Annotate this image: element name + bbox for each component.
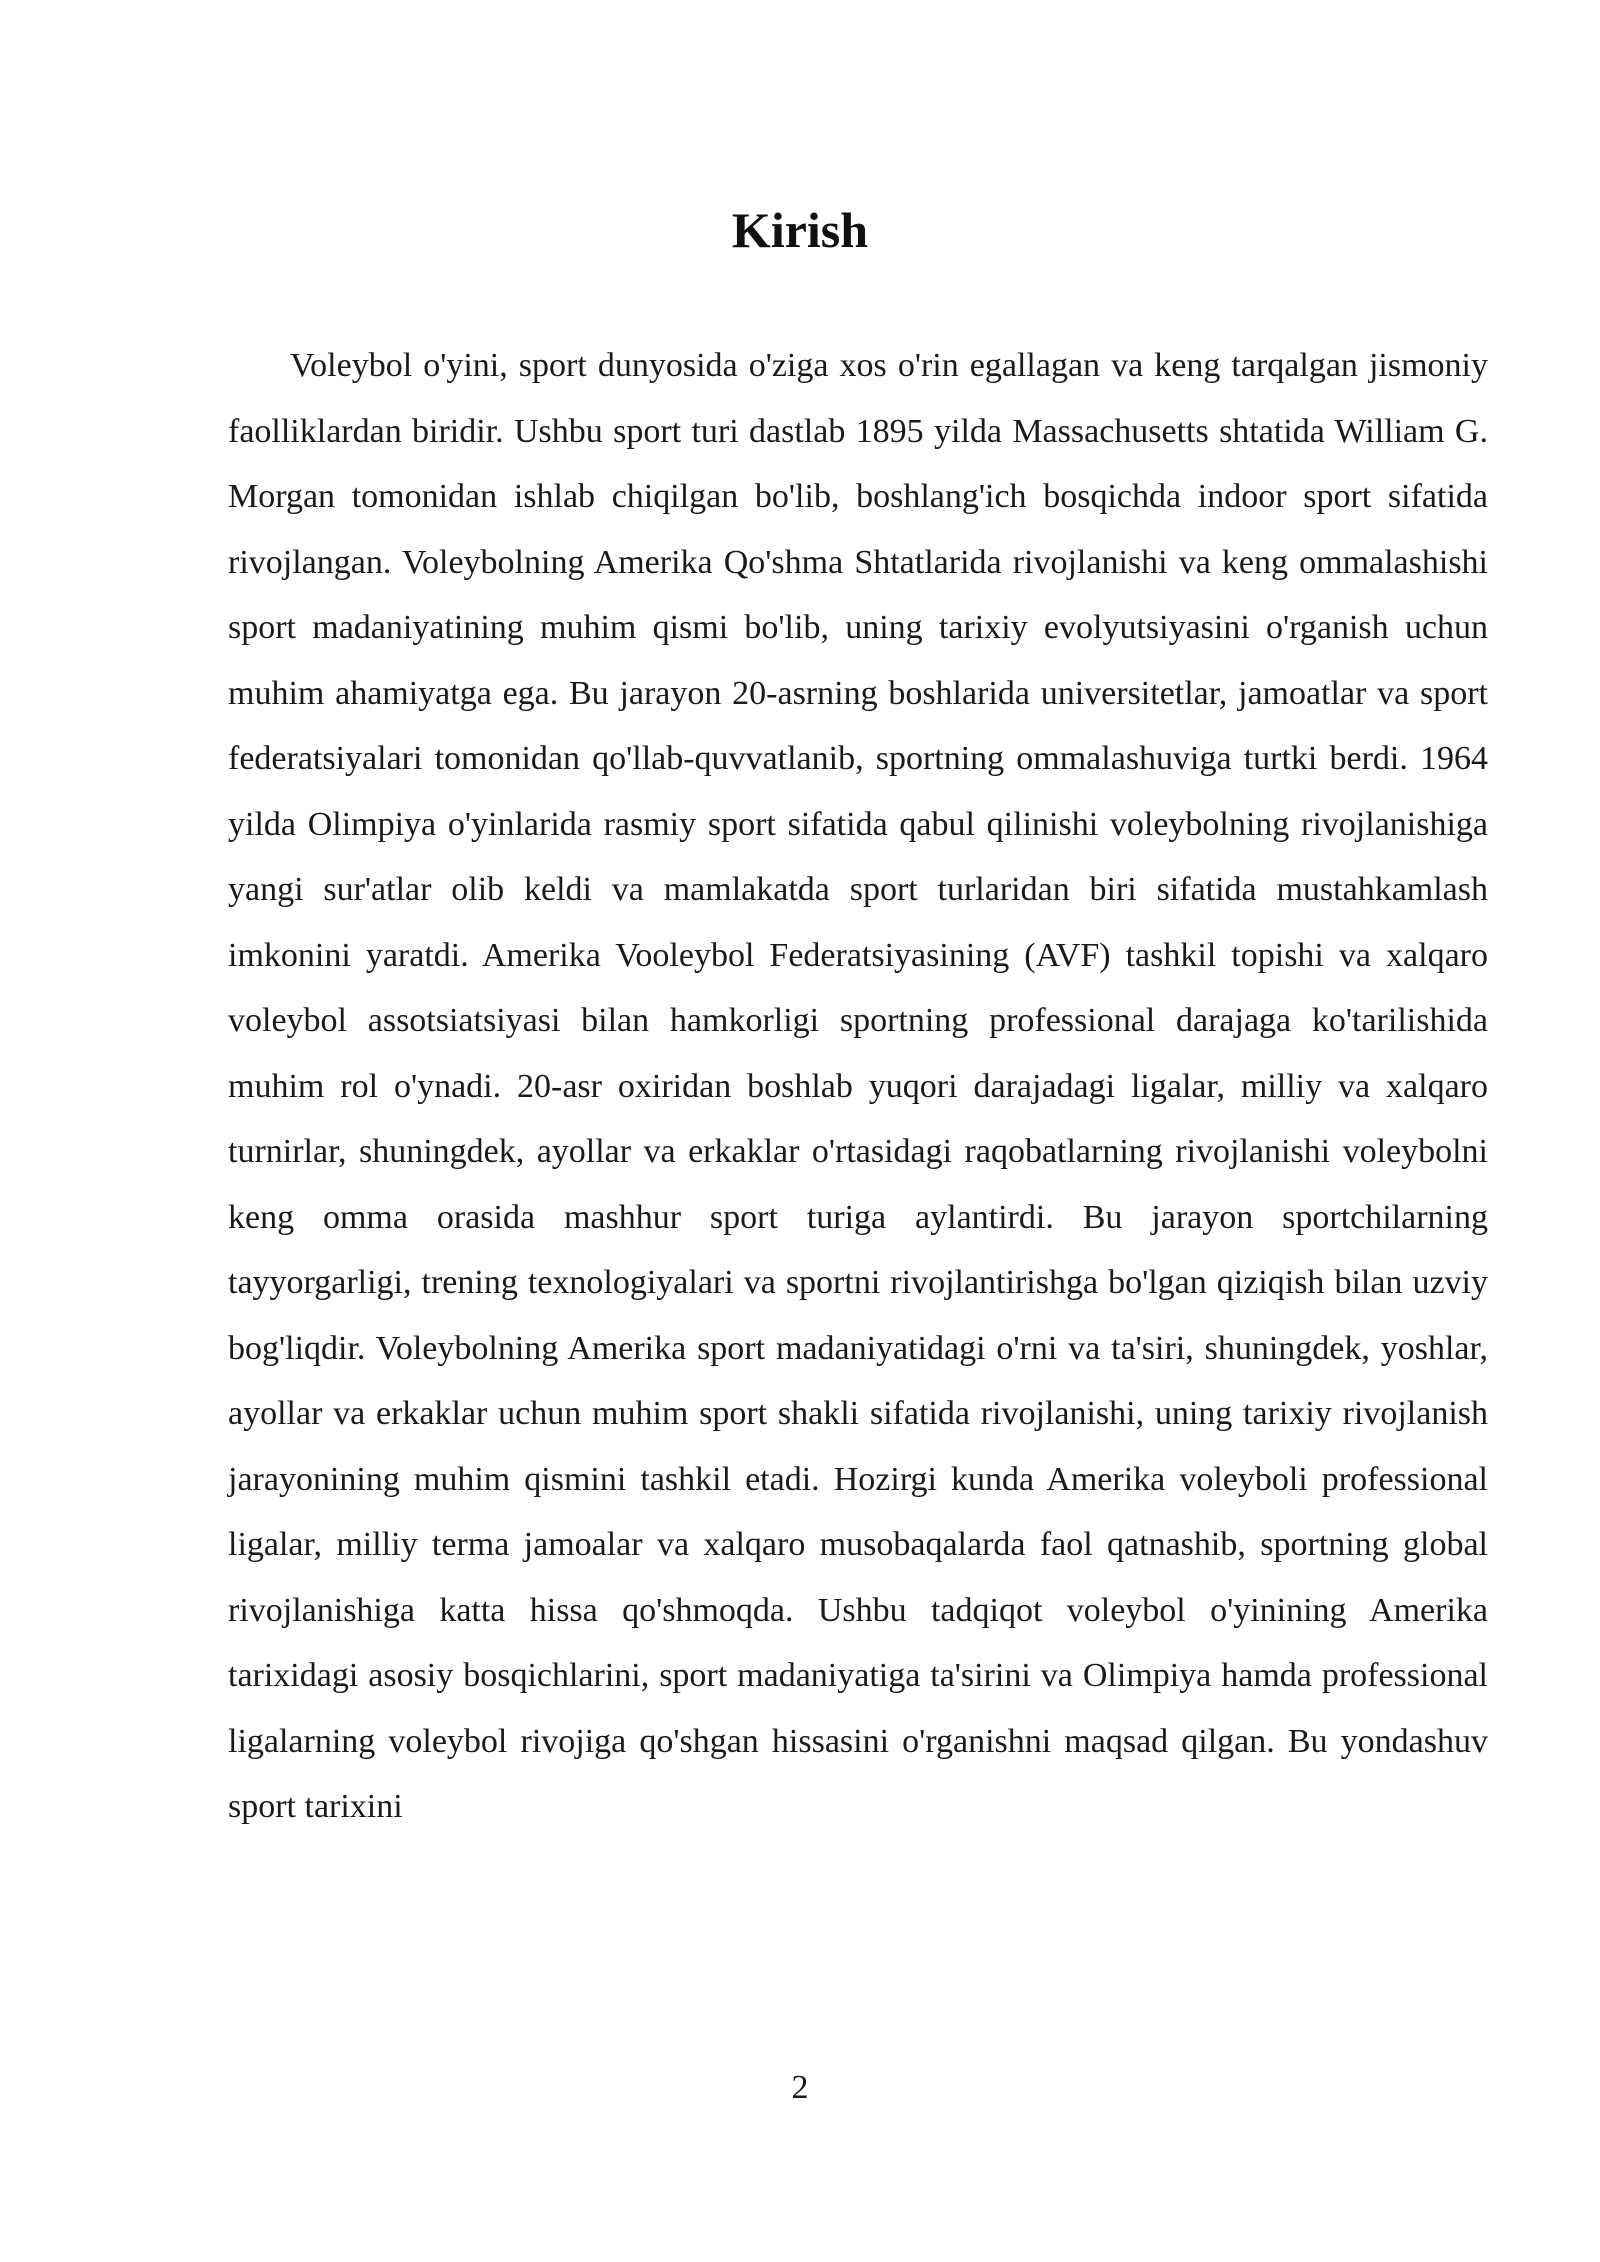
page-title: Kirish	[731, 202, 869, 258]
page-number: 2	[791, 2069, 809, 2106]
body-paragraph: Voleybol o'yini, sport dunyosida o'ziga xos o'rin egallagan va keng tarqalgan jismoniy faolliklardan biridir. Ushbu sport turi dastlab 1895 yilda Massachusetts shtatida William G. Morgan tomonidan ishlab chiqilgan bo'lib, boshlang'ich bosqichda indoor sport sifatida rivojlangan. Voleybolning Amerika Qo'shma Shtatlarida rivojlanishi va keng ommalashishi sport madaniyatining muhim qismi bo'lib, uning tarixiy evolyutsiyasini o'rganish uchun muhim ahamiyatga ega. Bu jarayon 20-asrning boshlarida universitetlar, jamoatlar va sport federatsiyalari tomonidan qo'llab-quvvatlanib, sportning ommalashuviga turtki berdi. 1964 yilda Olimpiya o'yinlarida rasmiy sport sifatida qabul qilinishi voleybolning rivojlanishiga yangi sur'atlar olib keldi va mamlakatda sport turlaridan biri sifatida mustahkamlash imkonini yaratdi. Amerika Vooleybol Federatsiyasining (AVF) tashkil topishi va xalqaro voleybol assotsiatsiyasi bilan hamkorligi sportning professional darajaga ko'tarilishida muhim rol o'ynadi. 20-asr oxiridan boshlab yuqori darajadagi ligalar, milliy va xalqaro turnirlar, shuningdek, ayollar va erkaklar o'rtasidagi raqobatlarning rivojlanishi voleybolni keng omma orasida mashhur sport turiga aylantirdi. Bu jarayon sportchilarning tayyorgarligi, trening texnologiyalari va sportni rivojlantirishga bo'lgan qiziqish bilan uzviy bog'liqdir. Voleybolning Amerika sport madaniyatidagi o'rni va ta'siri, shuningdek, yoshlar, ayollar va erkaklar uchun muhim sport shakli sifatida rivojlanishi, uning tarixiy rivojlanish jarayonining muhim qismini tashkil etadi. Hozirgi kunda Amerika voleyboli professional ligalar, milliy terma jamoalar va xalqaro musobaqalarda faol qatnashib, sportning global rivojlanishiga katta hissa qo'shmoqda. Ushbu tadqiqot voleybol o'yinining Amerika tarixidagi asosiy bosqichlarini, sport madaniyatiga ta'sirini va Olimpiya hamda professional ligalarning voleybol rivojiga qo'shgan hissasini o'rganishni maqsad qilgan. Bu yondashuv sport tarixini	[228, 347, 1488, 1825]
